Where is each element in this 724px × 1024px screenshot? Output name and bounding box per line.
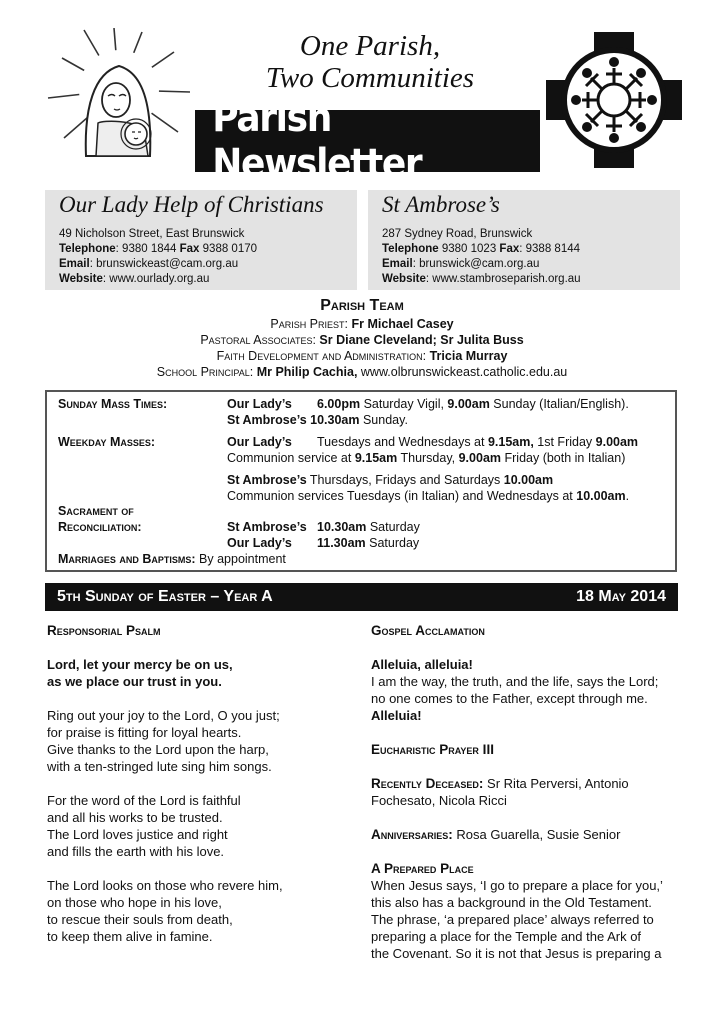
community-name: Our Lady Help of Christians — [59, 192, 324, 217]
reconciliation-our-lady-time: 11.30am Saturday — [317, 536, 420, 550]
community-st-ambrose — [368, 190, 680, 290]
fax-value: 9388 0170 — [199, 243, 258, 255]
community-our-lady — [45, 190, 357, 290]
website-line — [59, 272, 209, 287]
masthead-title: Parish Newsletter — [212, 95, 422, 187]
school-line: School Principal: Mr Philip Cachia, www.olbrunswickeast.catholic.edu.au — [156, 365, 568, 379]
fax-value: : 9388 8144 — [519, 243, 581, 255]
weekday-st-ambrose-communion: Communion services Tuesdays (in Italian) and Wednesdays at 10.00am. — [227, 489, 630, 503]
mass-times-box — [45, 390, 677, 572]
banner-title: 5th Sunday of Easter – Year A — [57, 588, 273, 605]
prepared-place-heading: A Prepared Place — [371, 861, 474, 876]
sunday-st-ambrose: St Ambrose’s 10.30am Sunday. — [227, 413, 408, 427]
weekday-st-ambrose: St Ambrose’s Thursdays, Fridays and Saturdays 10.00am — [227, 473, 554, 487]
sunday-banner — [45, 583, 678, 611]
anniversaries-line: Anniversaries: Rosa Guarella, Susie Senior — [371, 827, 621, 842]
eucharistic-heading: Eucharistic Prayer III — [371, 742, 494, 757]
madonna-and-child-logo — [44, 28, 194, 168]
sunday-our-lady: Our Lady’s — [227, 397, 292, 411]
sunday-label: Sunday Mass Times: — [58, 397, 168, 411]
gospel-line-2: no one comes to the Father, except through me. — [371, 691, 648, 706]
reconciliation-label: Reconciliation: — [58, 520, 142, 534]
telephone-label: Telephone — [382, 243, 439, 255]
email-value: : brunswickeast@cam.org.au — [89, 258, 239, 270]
website-label: Website — [59, 273, 103, 285]
reconciliation-our-lady: Our Lady’s — [227, 536, 292, 550]
psalm-stanza-1: Ring out your joy to the Lord, O you just; for praise is fitting for loyal hearts. Give thanks to the Lord upon the harp, with a ten-stringed lute sing him songs. — [47, 708, 280, 774]
reconciliation-st-ambrose: St Ambrose’s — [227, 520, 307, 534]
cross-and-people-logo — [544, 30, 684, 170]
email-label: Email — [382, 258, 413, 270]
address: 287 Sydney Road, Brunswick — [382, 228, 533, 240]
banner-date: 18 May 2014 — [576, 588, 666, 605]
sacrament-label: Sacrament of — [58, 504, 134, 518]
fax-label: Fax — [499, 243, 520, 255]
left-column — [47, 622, 357, 945]
weekday-our-lady: Our Lady’s — [227, 435, 292, 449]
website-value: : www.ourlady.org.au — [102, 273, 210, 285]
website-line — [382, 272, 581, 287]
associates-line: Pastoral Associates: Sr Diane Cleveland; Sr Julita Buss — [200, 333, 524, 347]
fax-label: Fax — [179, 243, 200, 255]
reconciliation-st-ambrose-time: 10.30am Saturday — [317, 520, 420, 534]
sunday-our-lady-times: 6.00pm Saturday Vigil, 9.00am Sunday (Italian/English). — [317, 397, 629, 411]
psalm-stanza-2: For the word of the Lord is faithful and all his works to be trusted. The Lord loves justice and right and fills the earth with his love. — [47, 793, 241, 859]
telephone-value: : 9380 1844 — [115, 243, 177, 255]
tagline-line-1: One Parish, — [299, 30, 441, 62]
tagline-line-2: Two Communities — [265, 62, 475, 94]
right-column — [371, 622, 681, 962]
weekday-our-lady-times: Tuesdays and Wednesdays at 9.15am, 1st Friday 9.00am — [317, 435, 639, 449]
email-line — [59, 257, 238, 272]
prepared-place-text: When Jesus says, ‘I go to prepare a place for you,’ this also has a background in the Old Testament. The phrase, ‘a prepared place’ always referred to preparing a place for the Temple and the Ark of the Covenant. So it is not that Jesus is preparing a — [371, 878, 663, 961]
marriages-line: Marriages and Baptisms: By appointment — [58, 552, 286, 566]
alleluia-closing: Alleluia! — [371, 708, 422, 723]
weekday-label: Weekday Masses: — [58, 435, 156, 449]
community-name: St Ambrose’s — [382, 192, 500, 217]
psalm-response: Lord, let your mercy be on us, as we place our trust in you. — [47, 657, 233, 689]
email-label: Email — [59, 258, 90, 270]
address: 49 Nicholson Street, East Brunswick — [59, 228, 245, 240]
masthead — [195, 95, 540, 187]
phone-line — [382, 242, 580, 257]
faith-line: Faith Development and Administration: Tricia Murray — [216, 349, 508, 363]
website-value: : www.stambroseparish.org.au — [425, 273, 581, 285]
weekday-our-lady-communion: Communion service at 9.15am Thursday, 9.00am Friday (both in Italian) — [227, 451, 626, 465]
psalm-stanza-3: The Lord looks on those who revere him, on those who hope in his love, to rescue their souls from death, to keep them alive in famine. — [47, 878, 283, 944]
website-label: Website — [382, 273, 426, 285]
telephone-value: 9380 1023 — [438, 243, 497, 255]
deceased-line-1: Recently Deceased: Sr Rita Perversi, Antonio — [371, 776, 629, 791]
gospel-line-1: I am the way, the truth, and the life, says the Lord; — [371, 674, 659, 689]
parish-team — [60, 296, 664, 380]
phone-line — [59, 242, 257, 257]
tagline — [200, 30, 540, 94]
alleluia-opening: Alleluia, alleluia! — [371, 657, 473, 672]
email-value: : brunswick@cam.org.au — [412, 258, 540, 270]
priest-line: Parish Priest: Fr Michael Casey — [270, 317, 454, 331]
email-line — [382, 257, 539, 272]
telephone-label: Telephone — [59, 243, 116, 255]
deceased-line-2: Fochesato, Nicola Ricci — [371, 793, 507, 808]
team-heading: Parish Team — [320, 297, 404, 314]
gospel-heading: Gospel Acclamation — [371, 623, 485, 638]
psalm-heading: Responsorial Psalm — [47, 623, 161, 638]
